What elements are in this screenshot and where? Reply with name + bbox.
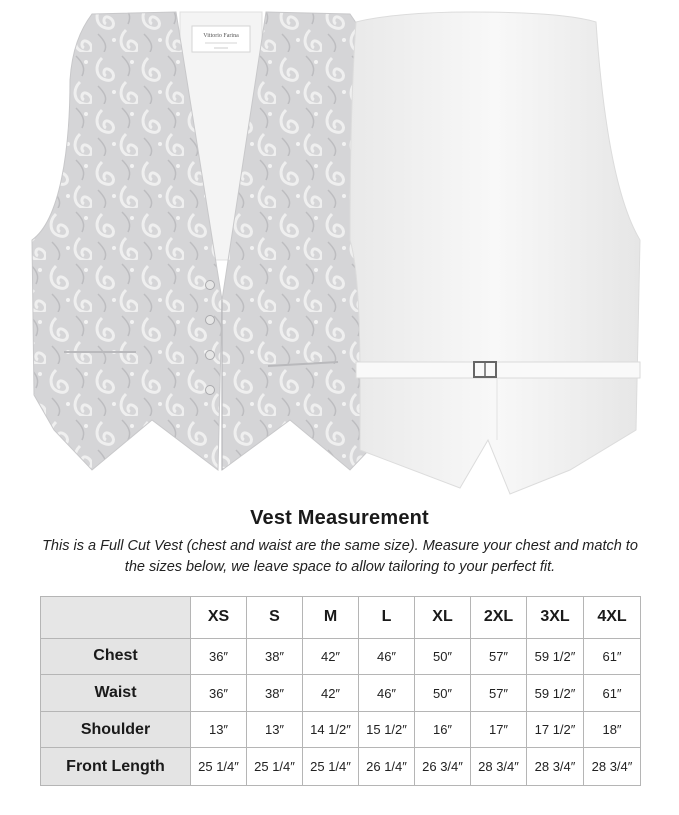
size-header-xl: XL — [415, 597, 471, 639]
table-cell: 13″ — [191, 711, 247, 748]
size-header-row — [41, 597, 641, 639]
table-cell: 15 1/2″ — [359, 711, 415, 748]
size-header-l: L — [359, 597, 415, 639]
table-cell: 26 3/4″ — [415, 748, 471, 786]
table-cell: 36″ — [191, 675, 247, 712]
table-cell: 61″ — [584, 638, 641, 675]
row-label-waist: Waist — [41, 675, 191, 712]
vest-back — [350, 12, 640, 494]
table-cell: 57″ — [471, 638, 527, 675]
size-header-3xl: 3XL — [527, 597, 584, 639]
table-cell: 50″ — [415, 638, 471, 675]
table-cell: 38″ — [247, 638, 303, 675]
table-cell: 13″ — [247, 711, 303, 748]
table-row-front-length — [41, 748, 641, 786]
table-cell: 14 1/2″ — [303, 711, 359, 748]
size-header-2xl: 2XL — [471, 597, 527, 639]
table-cell: 26 1/4″ — [359, 748, 415, 786]
size-header-m: M — [303, 597, 359, 639]
table-cell: 38″ — [247, 675, 303, 712]
table-cell: 59 1/2″ — [527, 638, 584, 675]
table-cell: 42″ — [303, 638, 359, 675]
row-label-front-length: Front Length — [41, 748, 191, 786]
table-cell: 57″ — [471, 675, 527, 712]
row-label-chest: Chest — [41, 638, 191, 675]
size-header-xs: XS — [191, 597, 247, 639]
table-corner — [41, 597, 191, 639]
table-row-waist — [41, 675, 641, 712]
size-header-4xl: 4XL — [584, 597, 641, 639]
table-cell: 36″ — [191, 638, 247, 675]
row-label-shoulder: Shoulder — [41, 711, 191, 748]
table-cell: 16″ — [415, 711, 471, 748]
table-cell: 61″ — [584, 675, 641, 712]
description-text: This is a Full Cut Vest (chest and waist are the same size). Measure your chest and match to the sizes below, we leave space to allow tailoring to your perfect fit. — [42, 538, 638, 575]
table-row-chest — [41, 638, 641, 675]
size-chart-table — [40, 596, 641, 786]
table-cell: 17 1/2″ — [527, 711, 584, 748]
table-cell: 25 1/4″ — [191, 748, 247, 786]
table-cell: 25 1/4″ — [247, 748, 303, 786]
section-title: Vest Measurement — [250, 507, 429, 529]
table-cell: 28 3/4″ — [527, 748, 584, 786]
table-cell: 50″ — [415, 675, 471, 712]
table-row-shoulder — [41, 711, 641, 748]
table-cell: 59 1/2″ — [527, 675, 584, 712]
table-cell: 28 3/4″ — [471, 748, 527, 786]
brand-tag: Vittorio Farina — [203, 33, 239, 39]
table-cell: 42″ — [303, 675, 359, 712]
size-header-s: S — [247, 597, 303, 639]
table-cell: 18″ — [584, 711, 641, 748]
table-cell: 17″ — [471, 711, 527, 748]
table-cell: 46″ — [359, 675, 415, 712]
table-cell: 28 3/4″ — [584, 748, 641, 786]
table-cell: 46″ — [359, 638, 415, 675]
table-cell: 25 1/4″ — [303, 748, 359, 786]
